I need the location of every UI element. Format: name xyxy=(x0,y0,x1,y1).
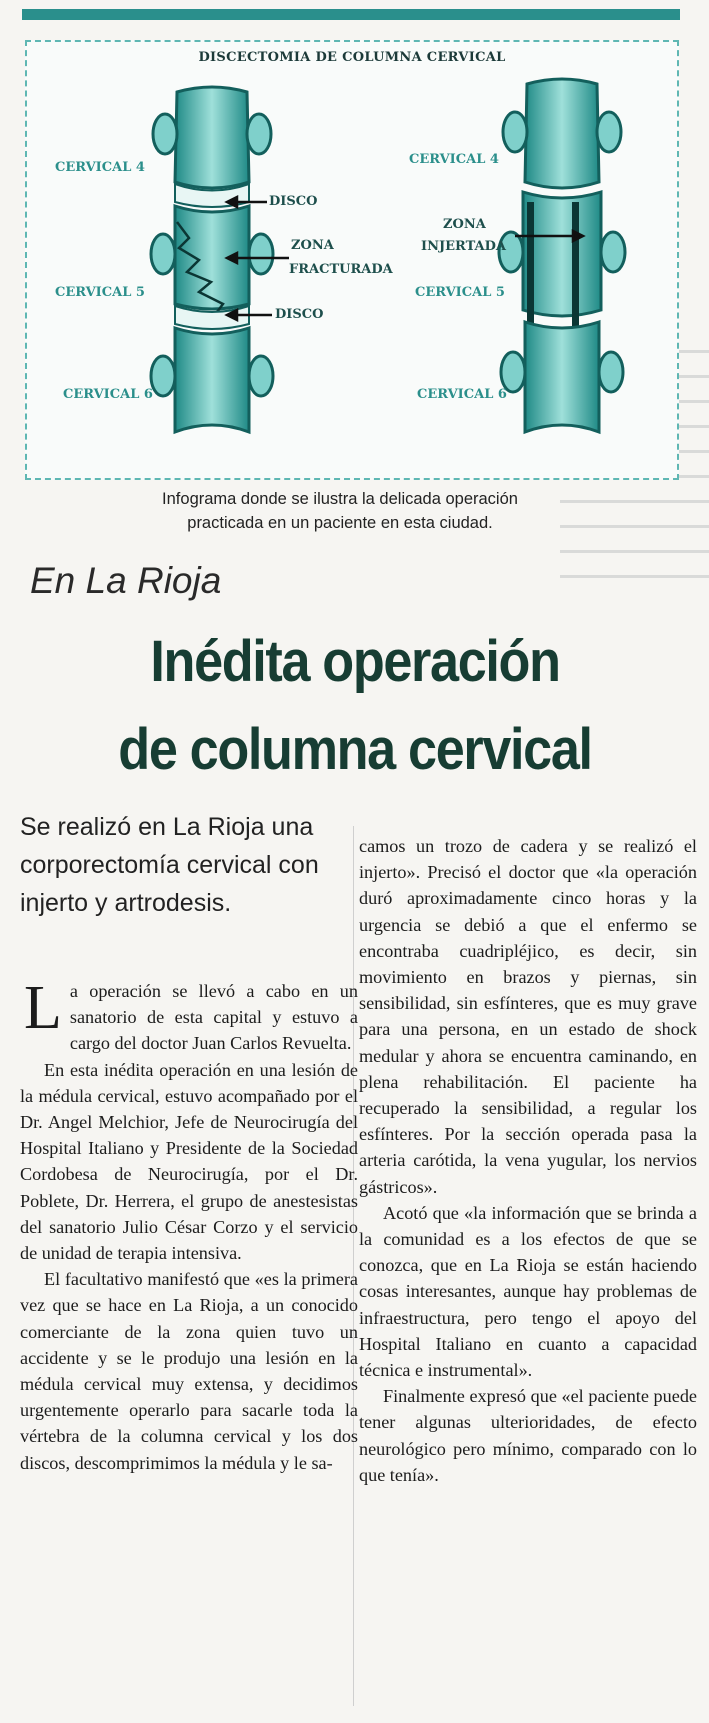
left-vertebra-c4 xyxy=(153,87,271,188)
paragraph-1-text: a operación se llevó a cabo en un sanatorio de esta capital y estuvo a cargo del doctor Juan Carlos Revuelta. xyxy=(69,981,358,1054)
figure-caption xyxy=(60,487,620,535)
paragraph-4: camos un trozo de cadera y se realizó el injerto». Precisó el doctor que «la operación duró aproximadamente cinco horas y la urgencia se debió a que el enfermo se encontraba cuadripléjico, es decir, sin movimiento en brazos y piernas, sin sensibilidad, sin esfínteres, que es muy grave para una persona, en un estado de shock medular y ahora se encuentra caminando, en plena rehabilitación. El paciente ha recuperado la sensibilidad, a regular los esfínteres. Por la sección operada pasa la arteria carótida, la vena yugular, los nervios gástricos». xyxy=(359,836,697,1197)
article-kicker: En La Rioja xyxy=(30,560,222,601)
label-left-cervical-5: CERVICAL 5 xyxy=(55,285,145,300)
label-right-cervical-6: CERVICAL 6 xyxy=(417,387,507,402)
label-disco-upper: DISCO xyxy=(269,194,318,209)
fixation-plate-right xyxy=(572,202,579,342)
label-injertada: INJERTADA xyxy=(421,239,507,254)
article-column-2 xyxy=(359,833,697,1488)
paragraph-1 xyxy=(20,974,358,1057)
label-right-cervical-4: CERVICAL 4 xyxy=(409,152,499,167)
figure-title: DISCECTOMIA DE COLUMNA CERVICAL xyxy=(198,50,506,65)
paragraph-5: Acotó que «la información que se brinda a la comunidad es a los efectos de que se conozca, que en La Rioja se están haciendo cosas interesantes, aunque hay problemas de infraestructura, pero tengo el apoyo del Hospital Italiano en cuanto a capacidad técnica e instrumental». xyxy=(359,1202,697,1381)
left-spine xyxy=(151,87,289,432)
right-vertebra-c4 xyxy=(503,79,621,188)
article-headline xyxy=(54,618,657,794)
paragraph-2: En esta inédita operación en una lesión de la médula cervical, estuvo acompañado por el Dr. Angel Melchior, Jefe de Neurocirugía del Hospital Italiano y Presidente de la Sociedad Cordobesa de Neurocirugía, por el Dr. Poblete, Dr. Herrera, el grupo de anestesistas del sanatorio Julio César Corzo y el servicio de unidad de terapia intensiva. xyxy=(20,1059,358,1264)
right-spine xyxy=(499,79,625,432)
label-left-cervical-4: CERVICAL 4 xyxy=(55,160,145,175)
article-deck: Se realizó en La Rioja una corporectomía cervical con injerto y artrodesis. xyxy=(20,813,319,917)
top-color-bar xyxy=(22,9,680,20)
label-right-zona: ZONA xyxy=(443,217,486,232)
drop-cap: L xyxy=(24,974,62,1042)
spine-illustration xyxy=(27,42,677,478)
headline-line-1: Inédita operación xyxy=(150,629,560,694)
label-disco-lower: DISCO xyxy=(275,307,324,322)
label-fracturada: FRACTURADA xyxy=(289,262,393,277)
headline-line-2: de columna cervical xyxy=(118,717,592,782)
left-vertebra-c6 xyxy=(151,328,273,432)
right-vertebra-c6 xyxy=(501,322,623,432)
fixation-plate-left xyxy=(527,202,534,342)
article-column-1 xyxy=(20,974,358,1476)
paragraph-6: Finalmente expresó que «el paciente puede tener algunas ulterioridades, de efecto neurológico pero mínimo, comparado con lo que tenía». xyxy=(359,1386,697,1485)
paragraph-3: El facultativo manifestó que «es la primera vez que se hace en La Rioja, a un conocido comerciante de la zona quien tuvo un accidente y se le produjo una lesión en la médula cervical muy extensa, y decidimos urgentemente operarlo para sacarle toda la vértebra de la columna cervical y los dos discos, descomprimimos la médula y le sa- xyxy=(20,1269,358,1473)
label-left-cervical-6: CERVICAL 6 xyxy=(63,387,153,402)
caption-line-2: practicada en un paciente en esta ciudad. xyxy=(187,514,493,532)
label-right-cervical-5: CERVICAL 5 xyxy=(415,285,505,300)
infographic-figure xyxy=(25,40,679,480)
right-graft-c5 xyxy=(499,192,625,342)
caption-line-1: Infograma donde se ilustra la delicada operación xyxy=(162,490,518,508)
label-zona: ZONA xyxy=(291,238,334,253)
